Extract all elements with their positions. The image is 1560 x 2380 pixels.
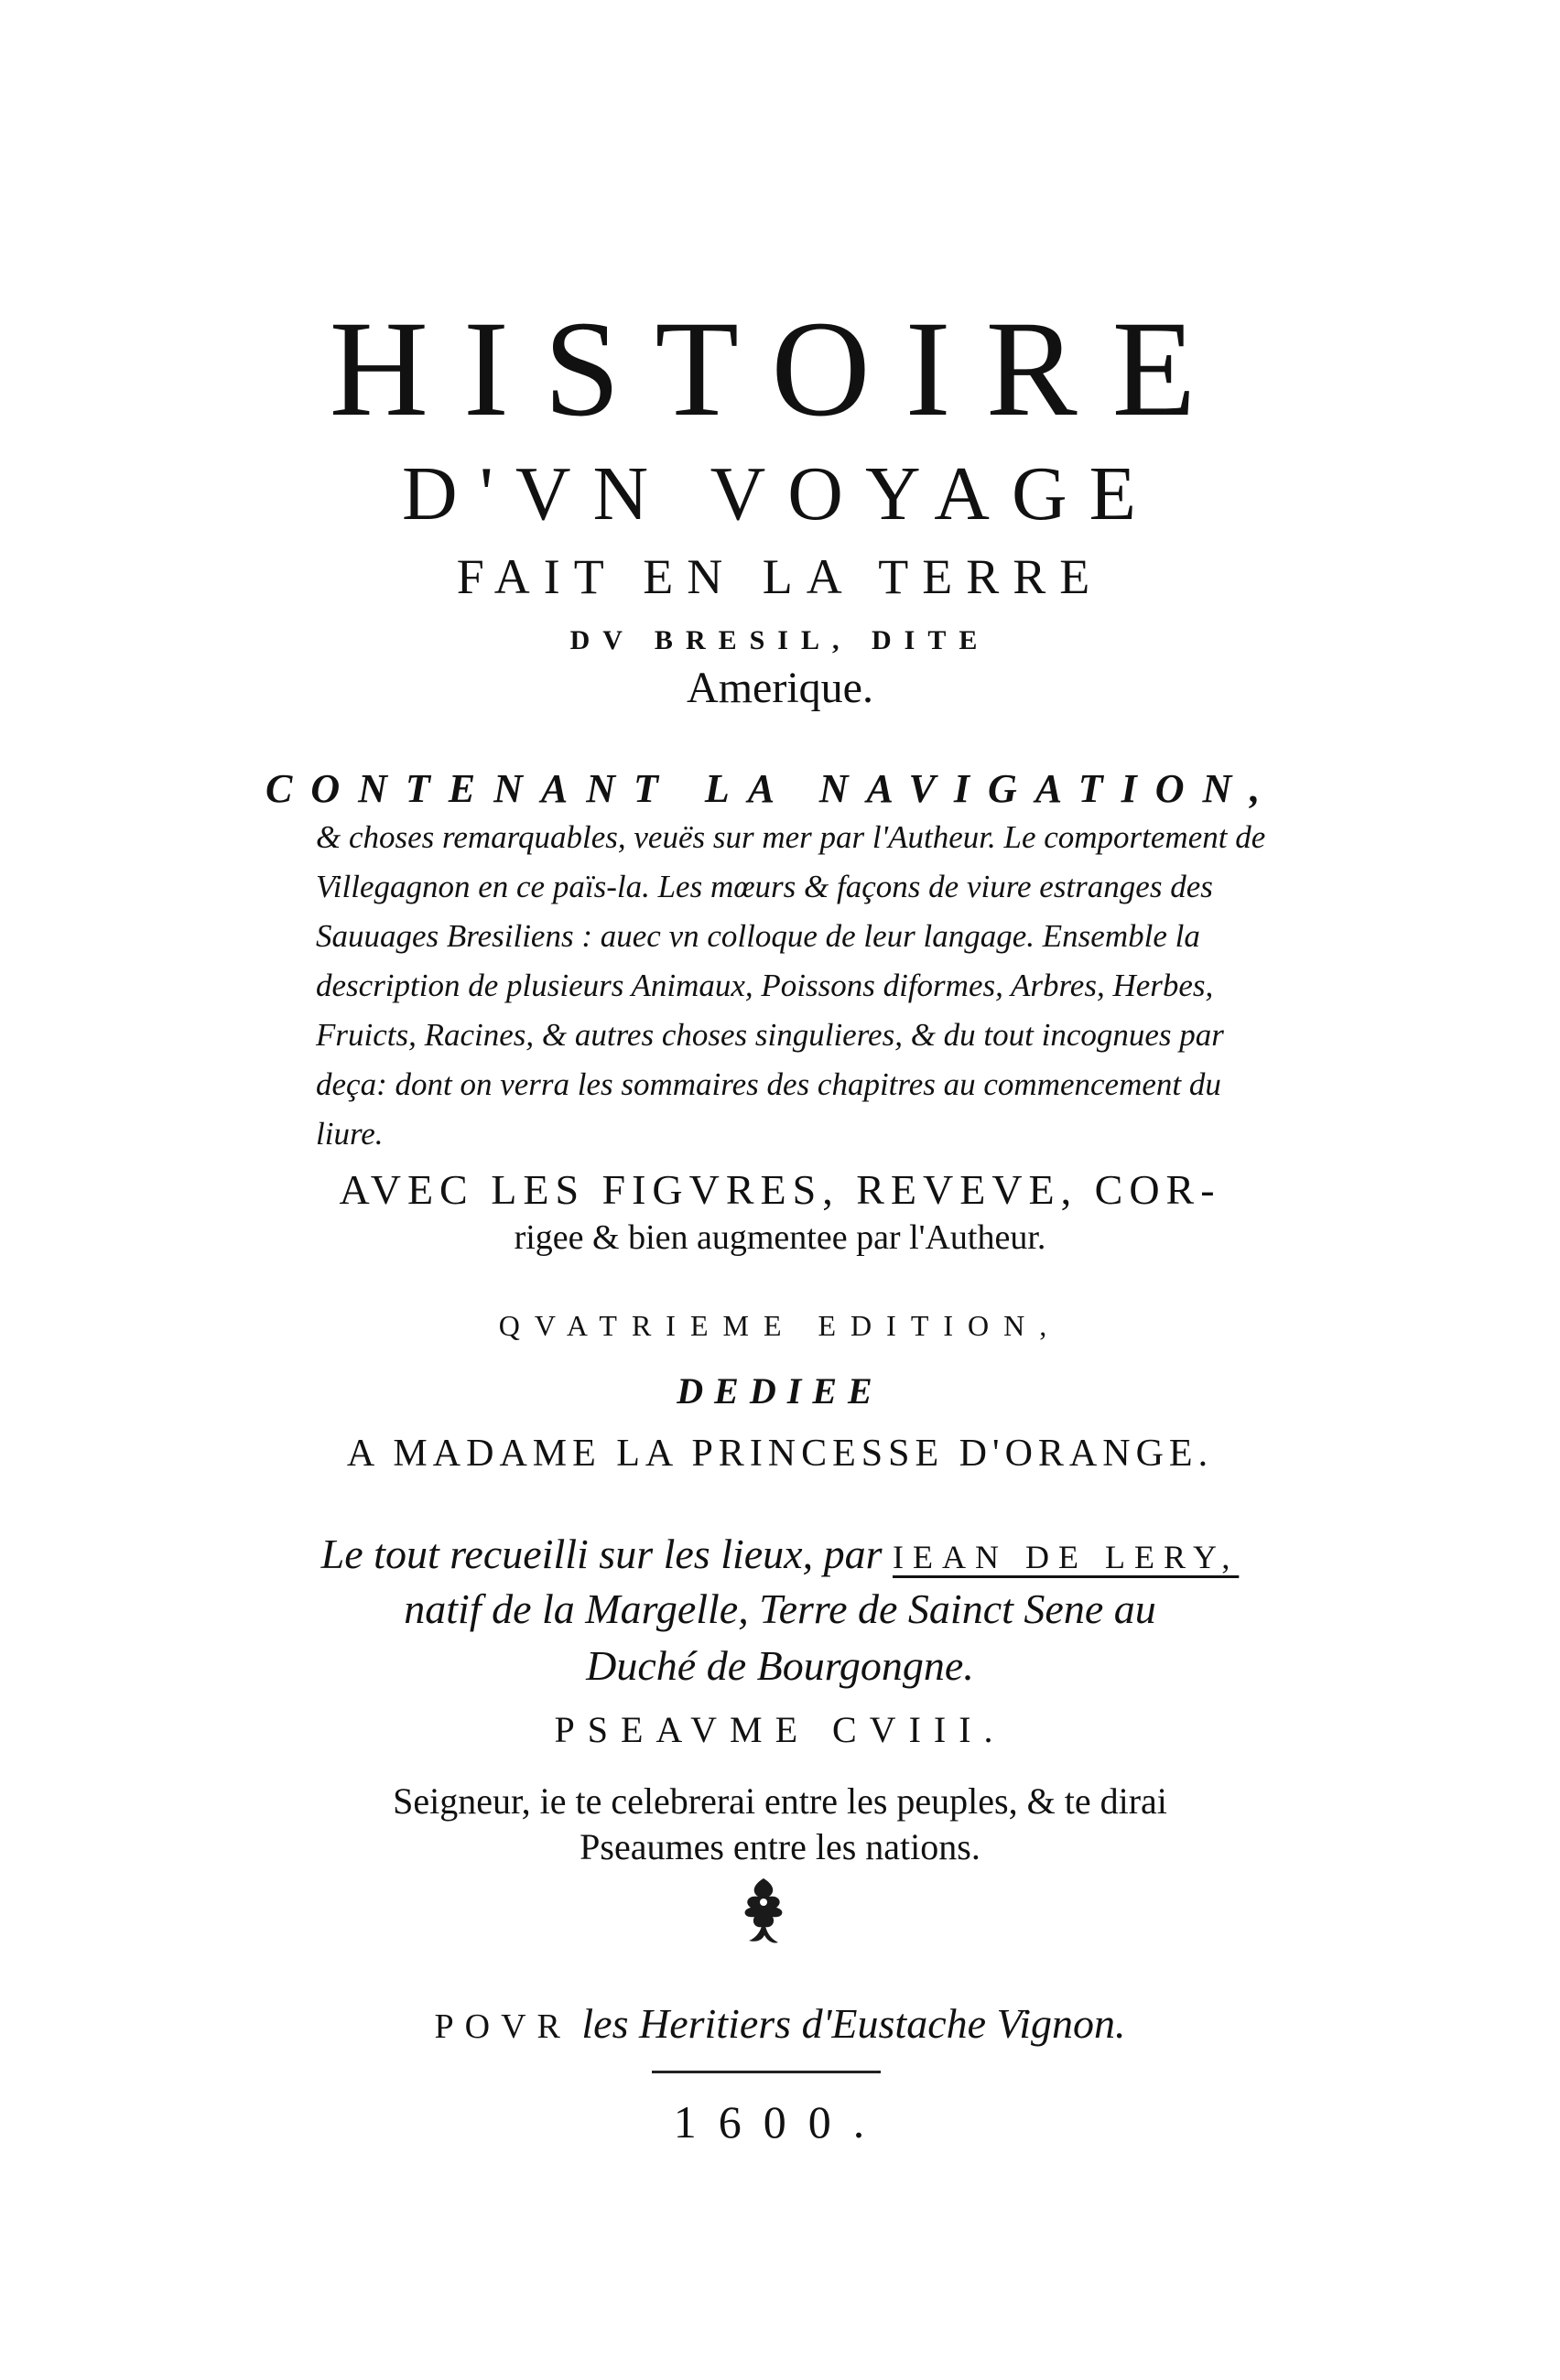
printer-imprint — [0, 1996, 1560, 2055]
imprint-printer: les Heritiers d'Eustache Vignon. — [581, 2000, 1126, 2047]
author-intro: Le tout recueilli sur les lieux, par — [320, 1531, 883, 1577]
subtitle-line-4: Amerique. — [687, 664, 873, 712]
author-name: IEAN DE LERY, — [893, 1539, 1240, 1575]
figures-line-1: AVEC LES FIGVRES, REVEVE, COR- — [339, 1166, 1221, 1213]
divider-rule — [652, 2071, 881, 2073]
edition-statement: QVATRIEME EDITION, — [498, 1309, 1062, 1342]
subtitle-line-2: FAIT EN LA TERRE — [456, 549, 1104, 604]
contents-heading: CONTENANT LA NAVIGATION, — [265, 766, 1279, 811]
contents-description: & choses remarquables, veuës sur mer par l'Autheur. Le comportement de Villegagnon en ce païs-la. Les mœurs & façons de viure estranges des Sauuages Bresiliens : auec vn colloque de leur langage. Ensemble la description de plusieurs Animaux, Poissons diformes, Arbres, Herbes, Fruicts, Racines, & autres choses singulieres, & du tout incognues par deça: dont on verra les sommaires des chapitres au commencement du liure. — [316, 819, 1266, 1152]
psalm-verse-line-2: Pseaumes entre les nations. — [580, 1826, 980, 1867]
author-line-2: natif de la Margelle, Terre de Sainct Sene au — [404, 1585, 1156, 1632]
subtitle-line-3: DV BRESIL, DITE — [569, 625, 991, 655]
psalm-reference: PSEAVME CVIII. — [554, 1709, 1006, 1750]
dedication-recipient: A MADAME LA PRINCESSE D'ORANGE. — [346, 1433, 1214, 1475]
figures-line-2: rigee & bien augmentee par l'Autheur. — [514, 1218, 1046, 1257]
psalm-verse-line-1: Seigneur, ie te celebrerai entre les peuples, & te dirai — [393, 1780, 1167, 1822]
author-line-3: Duché de Bourgongne. — [586, 1642, 974, 1689]
dedication-heading: DEDIEE — [677, 1370, 883, 1412]
publication-year: 1600. — [673, 2096, 887, 2147]
fleuron-ornament-icon — [734, 1875, 793, 1948]
imprint-pour: POVR — [434, 2007, 571, 2046]
book-title: HISTOIRE — [329, 293, 1231, 445]
author-line-1 — [0, 1527, 1560, 1585]
subtitle-line-1: D'VN VOYAGE — [402, 451, 1158, 536]
